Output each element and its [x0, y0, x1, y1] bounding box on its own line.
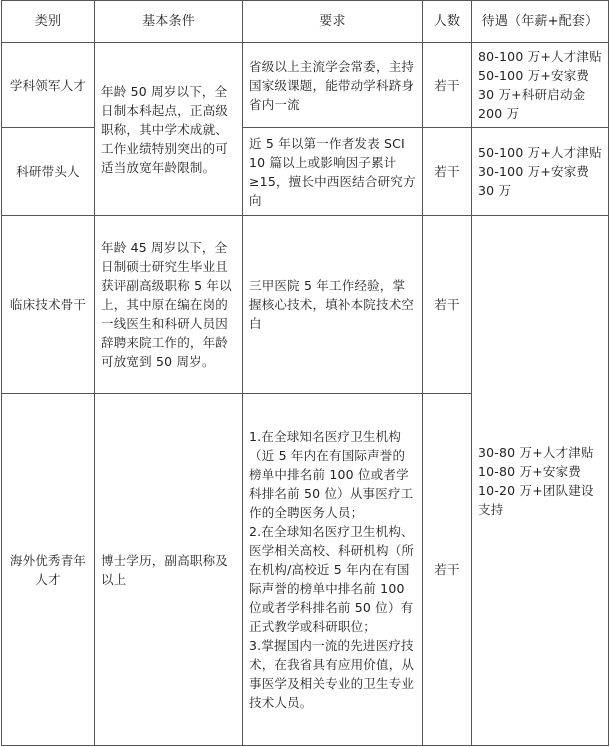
count-cell: 若干 — [423, 43, 472, 128]
requirement-cell: 近 5 年以第一作者发表 SCI 10 篇以上或影响因子累计≥15，擅长中西医结合研究方向 — [243, 128, 423, 216]
requirement-cell — [243, 394, 423, 746]
count-cell: 若干 — [423, 128, 472, 216]
requirement-cell: 三甲医院 5 年工作经验，掌握核心技术，填补本院技术空白 — [243, 216, 423, 394]
basic-conditions-cell: 博士学历，副高职称及以上 — [95, 394, 243, 746]
header-basic-conditions: 基本条件 — [95, 1, 243, 43]
category-cell: 临床技术骨干 — [2, 216, 95, 394]
basic-conditions-cell: 年龄 45 周岁以下，全日制硕士研究生毕业且获评副高级职称 5 年以上，其中原在编在岗的一线医生和科研人员因辞聘来院工作的，年龄可放宽到 50 周岁。 — [95, 216, 243, 394]
category-cell: 学科领军人才 — [2, 43, 95, 128]
count-cell: 若干 — [423, 394, 472, 746]
category-cell: 科研带头人 — [2, 128, 95, 216]
treatment-cell: 50-100 万+人才津贴 30-100 万+安家费 30 万 — [472, 128, 609, 216]
requirement-cell: 省级以上主流学会常委，主持国家级课题，能带动学科跻身省内一流 — [243, 43, 423, 128]
table-row — [2, 216, 609, 394]
header-treatment: 待遇（年薪+配套） — [472, 1, 609, 43]
basic-conditions-cell: 年龄 50 周岁以下，全日制本科起点，正高级职称，其中学术成就、工作业绩特别突出的可适当放宽年龄限制。 — [95, 43, 243, 216]
header-category: 类别 — [2, 1, 95, 43]
header-count: 人数 — [423, 1, 472, 43]
talent-requirements-table — [1, 0, 609, 746]
count-cell: 若干 — [423, 216, 472, 394]
table-header-row — [2, 1, 609, 43]
requirement-item: 2.在全球知名医疗卫生机构、医学相关高校、科研机构（所在机构/高校近 5 年内在有国际声誉的榜单中排名前 100 位或者学科排名前 50 位）有正式教学或科研职位； — [249, 524, 415, 634]
table-row — [2, 128, 609, 216]
category-cell: 海外优秀青年人才 — [2, 394, 95, 746]
treatment-cell: 80-100 万+人才津贴 50-100 万+安家费 30 万+科研启动金 200 万 — [472, 43, 609, 128]
treatment-cell: 30-80 万+人才津贴 10-80 万+安家费 10-20 万+团队建设支持 — [472, 216, 609, 746]
table-row — [2, 43, 609, 128]
requirement-item: 1.在全球知名医疗卫生机构（近 5 年内在有国际声誉的榜单中排名前 100 位或者学科排名前 50 位）从事医疗工作的全聘医务人员； — [249, 429, 414, 520]
header-requirements: 要求 — [243, 1, 423, 43]
requirement-item: 3.掌握国内一流的先进医疗技术，在我省具有应用价值，从事医学及相关专业的卫生专业技术人员。 — [249, 638, 415, 710]
